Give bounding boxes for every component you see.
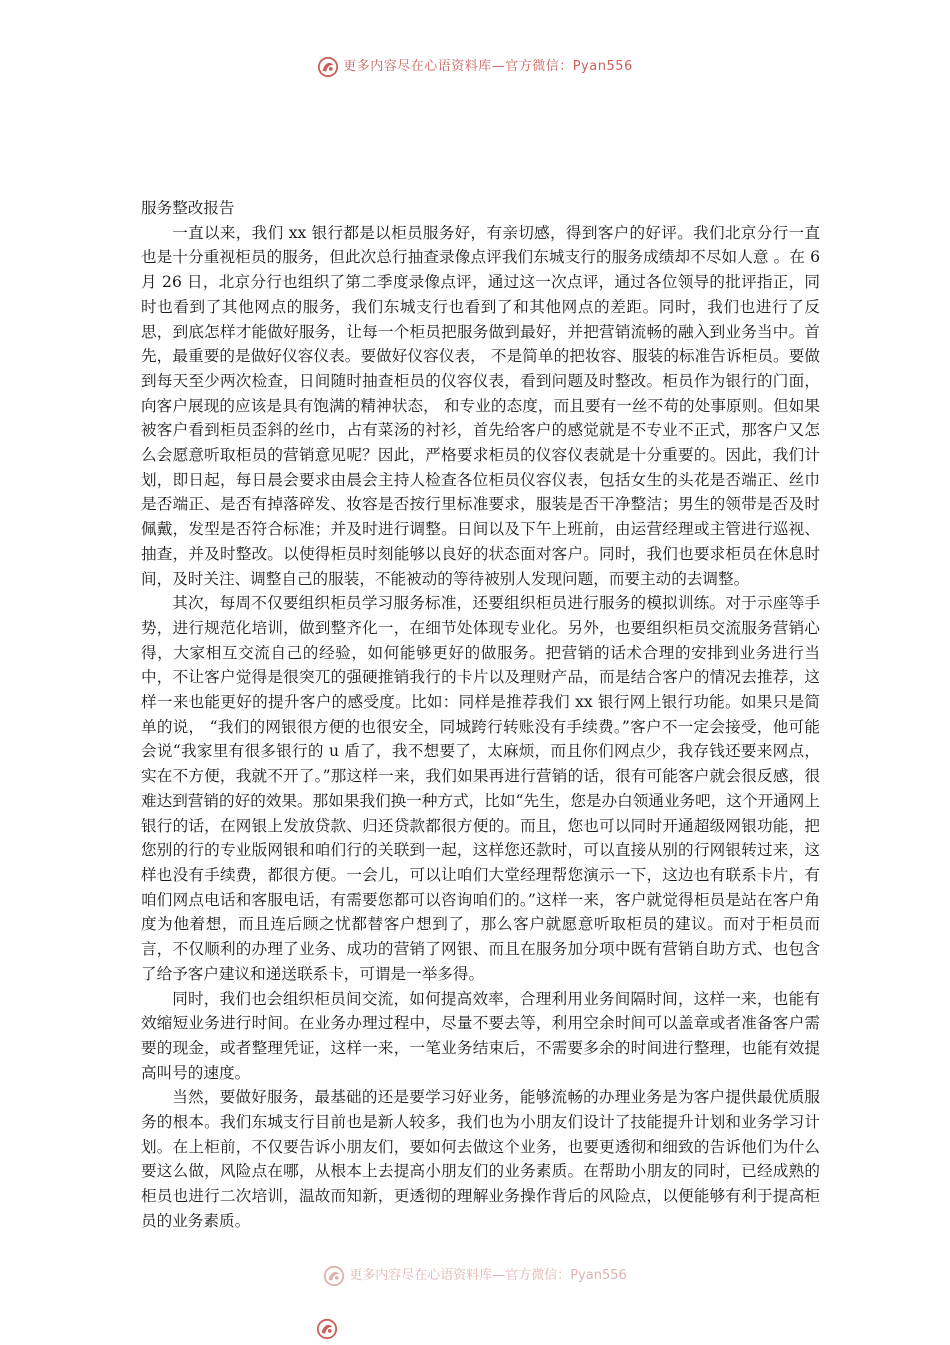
paragraph-4: 当然，要做好服务，最基础的还是要学习好业务，能够流畅的办理业务是为客户提供最优质服务的根本。我们东城支行目前也是新人较多，我们也为小朋友们设计了技能提升计划和业务学习计划。在上柜前，不仅要告诉小朋友们，要如何去做这个业务，也要更透彻和细致的告诉他们为什么要这么做，风险点在哪，从根本上去提高小朋友们的业务素质。在帮助小朋友的同时，已经成熟的柜员也进行二次培训，温故而知新，更透彻的理解业务操作背后的风险点，以便能够有利于提高柜员的业务素质。: [141, 1088, 820, 1230]
paragraph-3: 同时，我们也会组织柜员间交流，如何提高效率，合理利用业务间隔时间，这样一来，也能有效缩短业务进行时间。在业务办理过程中，尽量不要去等，利用空余时间可以盖章或者准备客户需要的现金，或者整理凭证，这样一来，一笔业务结束后，不需要多余的时间进行整理，也能有效提高叫号的速度。: [141, 989, 820, 1082]
document-title: 服务整改报告: [141, 199, 235, 217]
swirl-logo-icon: [323, 1265, 345, 1287]
swirl-logo-icon: [316, 1318, 338, 1340]
document-body: [141, 196, 820, 1234]
watermark-text: 更多内容尽在心语资料库—官方微信：Pyan556: [349, 1268, 627, 1283]
paragraph-1: 一直以来，我们 xx 银行都是以柜员服务好，有亲切感，得到客户的好评。我们北京分行一直也是十分重视柜员的服务，但此次总行抽查录像点评我们东城支行的服务成绩却不尽如人意 。在 6 月 26 日，北京分行也组织了第二季度录像点评，通过这一次点评，通过各位领导的批评指正，同时也看到了其他网点的服务，我们东城支行也看到了和其他网点的差距。同时，我们也进行了反思，到底怎样才能做好服务，让每一个柜员把服务做到最好，并把营销流畅的融入到业务当中。首先，最重要的是做好仪容仪表。要做好仪容仪表， 不是简单的把妆容、服装的标准告诉柜员。要做到每天至少两次检查，日间随时抽查柜员的仪容仪表，看到问题及时整改。柜员作为银行的门面，向客户展现的应该是具有饱满的精神状态， 和专业的态度，而且要有一丝不苟的处事原则。但如果被客户看到柜员歪斜的丝巾，占有菜汤的衬衫，首先给客户的感觉就是不专业不正式，那客户又怎么会愿意听取柜员的营销意见呢？因此，严格要求柜员的仪容仪表就是十分重要的。因此，我们计划，即日起，每日晨会要求由晨会主持人检查各位柜员仪容仪表，包括女生的头花是否端正、丝巾是否端正、是否有掉落碎发、妆容是否按行里标准要求，服装是否干净整洁；男生的领带是否及时佩戴，发型是否符合标准；并及时进行调整。日间以及下午上班前，由运营经理或主管进行巡视、抽查，并及时整改。以使得柜员时刻能够以良好的状态面对客户。同时，我们也要求柜员在休息时间，及时关注、调整自己的服装，不能被动的等待被别人发现问题，而要主动的去调整。: [141, 223, 820, 588]
swirl-logo-icon: [317, 56, 339, 78]
watermark-text: 更多内容尽在心语资料库—官方微信：Pyan556: [343, 59, 633, 74]
footer-logo: [316, 1318, 342, 1340]
paragraph-2: 其次，每周不仅要组织柜员学习服务标准，还要组织柜员进行服务的模拟训练。对于示座等手势，进行规范化培训，做到整齐化一，在细节处体现专业化。另外，也要组织柜员交流服务营销心得，大家相互交流自己的经验，如何能够更好的做服务。把营销的话术合理的安排到业务进行当中，不让客户觉得是很突兀的强硬推销我行的卡片以及理财产品，而是结合客户的情况去推荐，这样一来也能更好的提升客户的感受度。比如：同样是推荐我们 xx 银行网上银行功能。如果只是简单的说， “我们的网银很方便的也很安全，同城跨行转账没有手续费。”客户不一定会接受，他可能会说“我家里有很多银行的 u 盾了，我不想要了，太麻烦，而且你们网点少，我存钱还要来网点，实在不方便，我就不开了。”那这样一来，我们如果再进行营销的话，很有可能客户就会很反感，很难达到营销的好的效果。那如果我们换一种方式，比如“先生，您是办白领通业务吧，这个开通网上银行的话，在网银上发放贷款、归还贷款都很方便的。而且，您也可以同时开通超级网银功能，把您别的行的专业版网银和咱们行的关联到一起，这样您还款时，可以直接从别的行网银转过来，这样也没有手续费，都很方便。一会儿，可以让咱们大堂经理帮您演示一下，这边也有联系卡片，有咱们网点电话和客服电话，有需要您都可以咨询咱们的。”这样一来，客户就觉得柜员是站在客户角度为他着想，而且连后顾之忧都替客户想到了，那么客户就愿意听取柜员的建议。而对于柜员而言，不仅顺利的办理了业务、成功的营销了网银、而且在服务加分项中既有营销自助方式、也包含了给予客户建议和递送联系卡，可谓是一举多得。: [141, 594, 820, 983]
header-watermark: [0, 55, 950, 78]
footer-watermark: [0, 1264, 950, 1287]
